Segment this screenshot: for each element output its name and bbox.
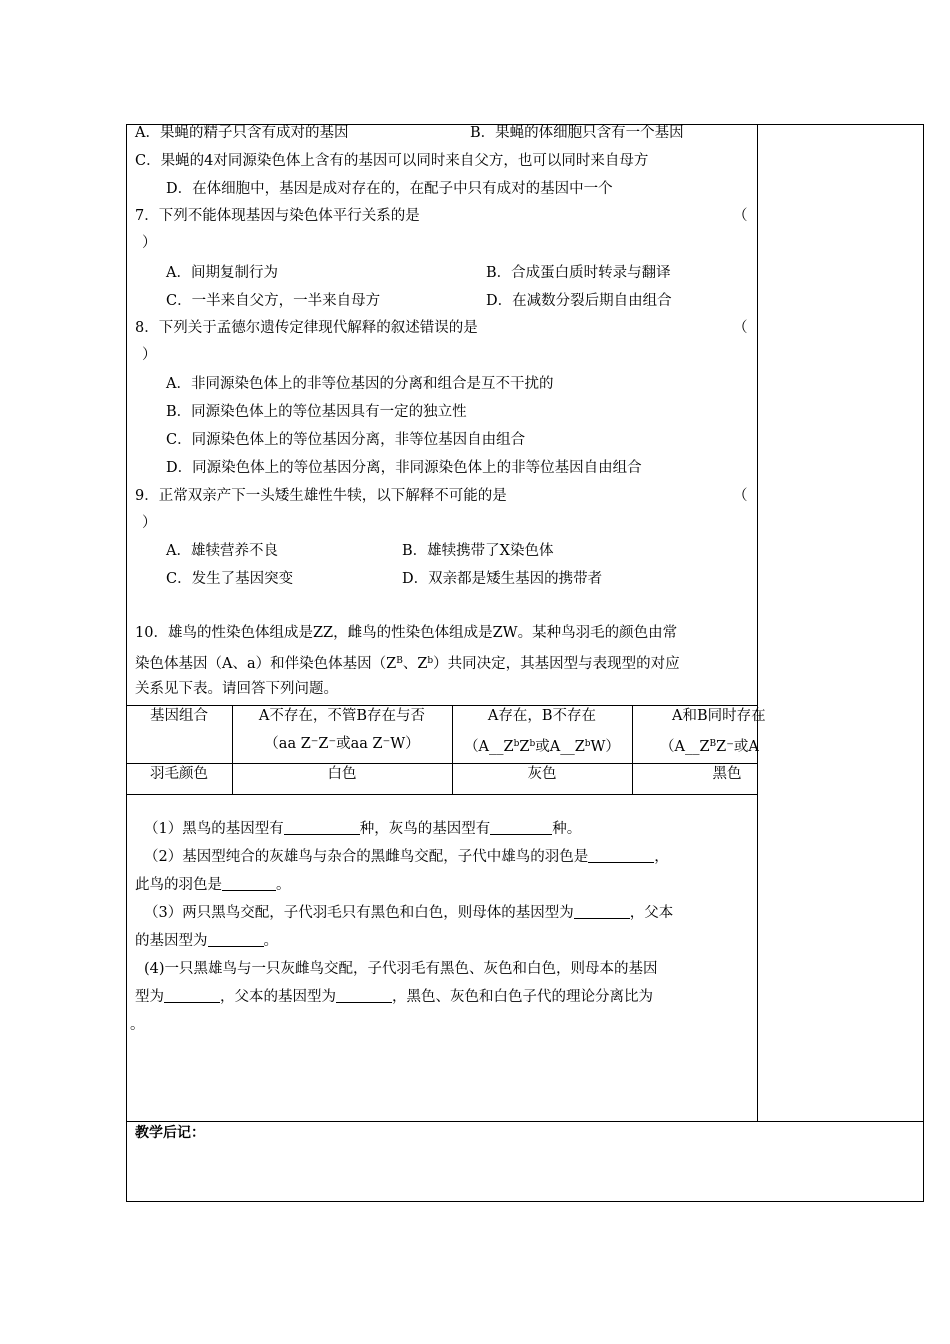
- gray-genotype-part-2: Z: [519, 739, 530, 755]
- q7-option-b: B．合成蛋白质时转录与翻译: [486, 265, 671, 281]
- answer-blank[interactable]: [208, 932, 264, 947]
- q9-paren-open: （: [733, 488, 748, 504]
- gray-genotype-part-3: 或A__Z: [535, 739, 585, 755]
- q6-option-b: B．果蝇的体细胞只含有一个基因: [470, 125, 684, 141]
- q10-part-3-text-d: 。: [263, 933, 278, 949]
- table-header-black-line2: [660, 735, 759, 756]
- table-cell-white: 白色: [327, 766, 357, 782]
- black-genotype-part-1: （A__Z: [660, 739, 710, 755]
- q10-part-3-text-c: 的基因型为: [135, 933, 208, 949]
- q6-option-c: C．果蝇的4对同源染色体上含有的基因可以同时来自父方，也可以同时来自母方: [135, 153, 649, 169]
- q7-option-c: C．一半来自父方，一半来自母方: [166, 293, 381, 309]
- q7-option-d: D．在减数分裂后期自由组合: [486, 293, 672, 309]
- q10-part-4: (4)一只黑雄鸟与一只灰雌鸟交配，子代羽毛有黑色、灰色和白色，则母本的基因: [144, 961, 658, 977]
- q8-option-a: A．非同源染色体上的非等位基因的分离和组合是互不干扰的: [166, 376, 554, 392]
- q10-line-2: [135, 652, 680, 673]
- q10-part-2-text-d: 。: [276, 877, 291, 893]
- table-row-divider: [126, 763, 757, 764]
- q10-part-4-text-b: 型为: [135, 989, 164, 1005]
- q9-option-a: A．雄犊营养不良: [166, 543, 278, 559]
- q10-line-2-part-a: 染色体基因（A、a）和伴染色体基因（Z: [135, 656, 397, 672]
- gray-genotype-sup-1: b: [513, 739, 520, 749]
- q7-stem: 7．下列不能体现基因与染色体平行关系的是: [135, 208, 420, 224]
- table-header-gray-line1: A存在，B不存在: [487, 708, 597, 724]
- table-row-feather-color: 羽毛颜色: [150, 766, 208, 782]
- q10-part-1-text-c: 种。: [552, 821, 582, 837]
- right-column-divider: [757, 124, 758, 1122]
- black-genotype-sup-1: B: [709, 739, 717, 749]
- q9-paren-close: ）: [142, 515, 157, 531]
- q10-line-2-part-c: ）共同决定，其基因型与表现型的对应: [433, 656, 680, 672]
- q10-part-1-text-b: 种，灰鸟的基因型有: [359, 821, 491, 837]
- table-cell-gray: 灰色: [527, 766, 557, 782]
- q8-paren-close: ）: [142, 347, 157, 363]
- q10-part-4-text-d: ，黑色、灰色和白色子代的理论分离比为: [392, 989, 653, 1005]
- answer-blank[interactable]: [490, 820, 552, 835]
- q10-part-3-text-a: （3）两只黑鸟交配，子代羽毛只有黑色和白色，则母体的基因型为: [144, 905, 574, 921]
- q9-option-d: D．双亲都是矮生基因的携带者: [402, 571, 603, 587]
- answer-blank[interactable]: [588, 848, 654, 863]
- q7-paren-close: ）: [142, 235, 157, 251]
- answer-blank[interactable]: [336, 988, 392, 1003]
- q8-option-d: D．同源染色体上的等位基因分离，非同源染色体上的非等位基因自由组合: [166, 460, 642, 476]
- q8-option-c: C．同源染色体上的等位基因分离，非等位基因自由组合: [166, 432, 526, 448]
- answer-blank[interactable]: [222, 876, 276, 891]
- q10-line-3: 关系见下表。请回答下列问题。: [135, 681, 338, 697]
- table-top-border: [126, 705, 757, 706]
- q10-part-2-cont: [135, 876, 291, 894]
- gray-genotype-part-4: W）: [590, 739, 620, 755]
- q10-line-2-part-b: 、Z: [402, 656, 428, 672]
- q10-part-1: [144, 820, 581, 838]
- q10-part-2: [144, 848, 669, 866]
- q8-paren-open: （: [733, 320, 748, 336]
- table-bottom-border: [126, 794, 757, 795]
- q9-stem: 9．正常双亲产下一头矮生雄性牛犊，以下解释不可能的是: [135, 488, 507, 504]
- q10-line-2-sup-B: B: [396, 656, 403, 666]
- answer-blank[interactable]: [164, 988, 220, 1003]
- q7-option-a: A．间期复制行为: [166, 265, 278, 281]
- q10-part-2-text-b: ，: [654, 849, 669, 865]
- gray-genotype-sup-3: b: [584, 739, 591, 749]
- table-header-gray-line2: [452, 735, 632, 756]
- q10-part-3-cont: [135, 932, 278, 950]
- answer-blank[interactable]: [574, 904, 630, 919]
- teaching-notes-label: 教学后记：: [135, 1125, 205, 1141]
- q10-part-2-text-c: 此鸟的羽色是: [135, 877, 222, 893]
- q10-part-2-text-a: （2）基因型纯合的灰雄鸟与杂合的黑雌鸟交配，子代中雄鸟的羽色是: [144, 849, 589, 865]
- q8-option-b: B．同源染色体上的等位基因具有一定的独立性: [166, 404, 467, 420]
- q9-option-c: C．发生了基因突变: [166, 571, 294, 587]
- table-header-black-line1: A和B同时存在: [672, 708, 766, 724]
- q10-part-4-cont: [135, 988, 653, 1006]
- footer-divider: [126, 1121, 924, 1122]
- table-header-white-line1: A不存在，不管B存在与否: [258, 708, 426, 724]
- q6-option-d: D．在体细胞中，基因是成对存在的，在配子中只有成对的基因中一个: [166, 181, 613, 197]
- table-header-white-line2: （aa Z⁻Z⁻或aa Z⁻W）: [264, 736, 420, 752]
- table-header-genotype: 基因组合: [150, 708, 208, 724]
- table-cell-black: 黑色: [712, 766, 742, 782]
- q8-stem: 8．下列关于孟德尔遗传定律现代解释的叙述错误的是: [135, 320, 478, 336]
- answer-blank[interactable]: [284, 820, 360, 835]
- black-genotype-part-2: Z⁻或A: [716, 739, 759, 755]
- q10-part-3-text-b: ，父本: [629, 905, 674, 921]
- q10-part-4-text-c: ，父本的基因型为: [220, 989, 336, 1005]
- q6-option-a: A．果蝇的精子只含有成对的基因: [135, 125, 349, 141]
- q10-line-1: 10．雄鸟的性染色体组成是ZZ，雌鸟的性染色体组成是ZW。某种鸟羽毛的颜色由常: [135, 625, 678, 641]
- q10-line-2-sup-b: b: [427, 656, 434, 666]
- gray-genotype-sup-2: b: [529, 739, 536, 749]
- gray-genotype-part-1: （A__Z: [464, 739, 514, 755]
- q10-part-1-text-a: （1）黑鸟的基因型有: [144, 821, 284, 837]
- q7-paren-open: （: [733, 208, 748, 224]
- q10-part-3: [144, 904, 673, 922]
- q10-part-4-end: 。: [130, 1017, 145, 1033]
- q9-option-b: B．雄犊携带了X染色体: [402, 543, 554, 559]
